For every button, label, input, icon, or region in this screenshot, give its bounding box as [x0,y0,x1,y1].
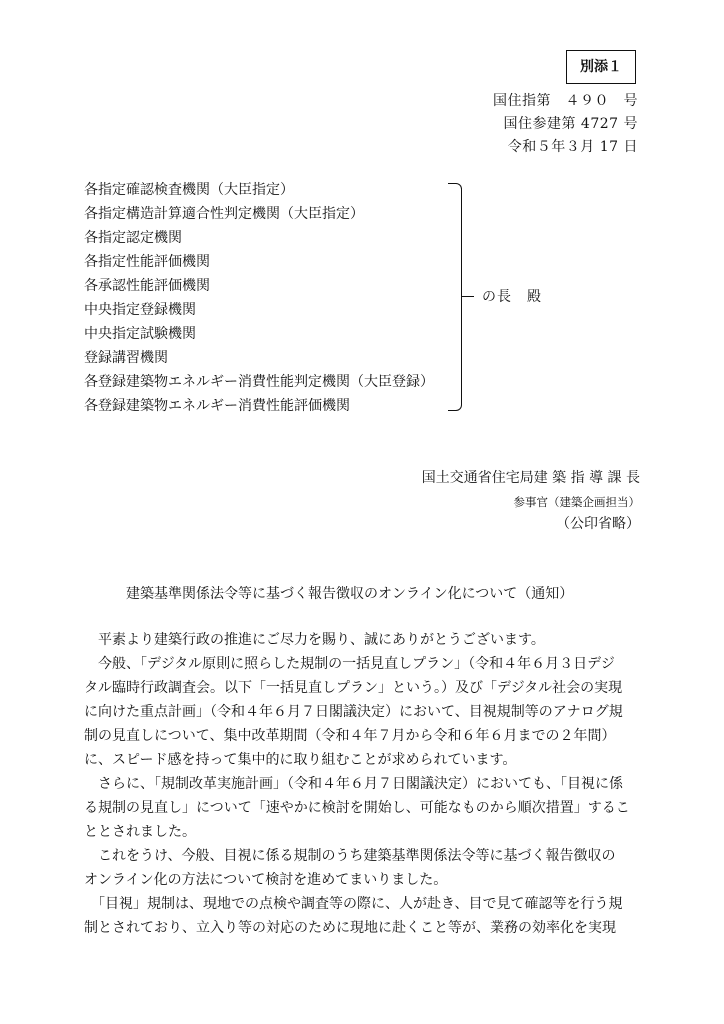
addressee-list [84,178,434,418]
body-line: これをうけ、今般、目視に係る規制のうち建築基準関係法令等に基づく報告徴収の [84,848,616,864]
sender-name: 国土交通省住宅局建 築 指 導 課 長 [421,470,640,486]
addressee-suffix: の長 殿 [482,289,542,305]
addressee-item: 各登録建築物エネルギー消費性能判定機関（大臣登録） [84,374,434,390]
body-line: 今般、「デジタル原則に照らした規制の一括見直しプラン」（令和４年６月３日デジ [84,656,615,672]
addressee-item: 各指定構造計算適合性判定機関（大臣指定） [84,206,364,222]
body-line: 制とされており、立入り等の対応のために現地に赴くこと等が、業務の効率化を実現 [84,920,616,936]
body-line: 「目視」規制は、現地での点検や調査等の際に、人が赴き、目で見て確認等を行う規 [84,896,623,912]
body-line: ととされました。 [84,824,196,840]
attachment-label: 別添１ [566,50,636,84]
body-line: る規制の見直し」について「速やかに検討を開始し、可能なものから順次措置」するこ [84,800,630,816]
body-line: オンライン化の方法について検討を進めてまいりました。 [84,872,448,888]
addressee-item: 中央指定試験機関 [84,326,196,342]
document-title: 建築基準関係法令等に基づく報告徴収のオンライン化について（通知） [126,586,574,602]
body-line: に、スピード感を持って集中的に取り組むことが求められています。 [84,752,517,768]
document-date: 令和５年３月 17 日 [507,139,638,155]
document-number-1: 国住指第 ４９０ 号 [493,93,638,109]
body-line: 平素より建築行政の推進にご尽力を賜り、誠にありがとうございます。 [84,632,545,648]
addressee-item: 各承認性能評価機関 [84,278,210,294]
addressee-item: 中央指定登録機関 [84,302,196,318]
seal-omitted-note: （公印省略） [556,516,640,532]
body-line: に向けた重点計画」（令和４年６月７日閣議決定）において、目視規制等のアナログ規 [84,704,623,720]
body-line: タル臨時行政調査会。以下「一括見直しプラン」という。）及び「デジタル社会の実現 [84,680,623,696]
body-line: さらに、「規制改革実施計画」（令和４年６月７日閣議決定）においても、「目視に係 [84,776,623,792]
bracket-pointer [462,296,474,297]
body-line: 制の見直しについて、集中改革期間（令和４年７月から令和６年６月までの２年間） [84,728,616,744]
sender-title: 参事官（建築企画担当） [513,495,640,509]
document-number-2: 国住参建第 4727 号 [503,116,638,132]
addressee-item: 登録講習機関 [84,350,168,366]
addressee-bracket [448,183,462,411]
addressee-item: 各指定確認検査機関（大臣指定） [84,182,294,198]
document-body [84,628,644,940]
addressee-item: 各指定認定機関 [84,230,182,246]
addressee-item: 各登録建築物エネルギー消費性能評価機関 [84,398,350,414]
addressee-item: 各指定性能評価機関 [84,254,210,270]
